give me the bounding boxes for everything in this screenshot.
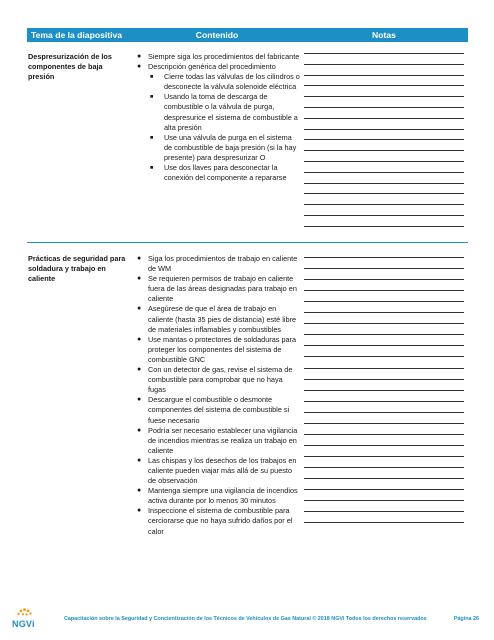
note-line [304, 434, 464, 435]
note-line [304, 345, 464, 346]
bullet-icon: ● [137, 487, 142, 495]
bullet-icon: ● [137, 396, 142, 404]
slide-topic: Despresurización de los componentes de baja presión [28, 52, 112, 82]
slide-topic: Prácticas de seguridad para soldadura y trabajo en caliente [28, 254, 126, 284]
note-line [304, 183, 464, 184]
square-bullet-icon: ■ [150, 94, 154, 101]
page-number: Página 26 [453, 616, 479, 622]
table-row [27, 243, 468, 612]
note-line [304, 139, 464, 140]
list-item: ● Las chispas y los desechos de los trabajos en caliente pueden viajar más allá de su puesto de observación [137, 455, 297, 486]
note-line [304, 215, 464, 216]
list-item: ● Se requieren permisos de trabajo en caliente fuera de las áreas designadas para trabajo en caliente [137, 274, 297, 304]
note-line [304, 96, 464, 97]
note-line [304, 64, 464, 65]
list-item: ● Inspeccione el sistema de combustible para cerciorarse que no haya sufrido daños por el calor [137, 506, 293, 536]
note-line [304, 172, 464, 173]
note-line [304, 423, 464, 424]
bullet-icon: ● [137, 456, 142, 464]
list-item: ● Descargue el combustible o desmonte componentes del sistema de combustible si fuese necesario [137, 395, 290, 425]
note-line [304, 107, 464, 108]
note-line [304, 204, 464, 205]
note-line [304, 401, 464, 402]
note-line [304, 53, 464, 54]
square-bullet-icon: ■ [150, 134, 154, 141]
note-line [304, 301, 464, 302]
note-line [304, 511, 464, 512]
note-line [304, 390, 464, 391]
note-line [304, 456, 464, 457]
list-item: ● Siempre siga los procedimientos del fabricante [137, 52, 300, 61]
sub-list-item: ■ Usando la toma de descarga de combustible o la válvula de purga, despresurice el sistema de combustible a alta presión [150, 92, 298, 132]
note-line [304, 379, 464, 380]
bullet-icon: ● [137, 63, 142, 71]
bullet-icon: ● [137, 507, 142, 515]
ngvi-logo-icon [11, 607, 45, 633]
note-line [304, 226, 464, 227]
note-line [304, 257, 464, 258]
note-line [304, 412, 464, 413]
list-item: ● Descripción genérica del procedimiento ■ Cierre todas las válvulas de los cilindros o desconecte la válvula solenoide eléctrica ■ Usando la toma de descarga de combustible o la válvula de purga, despresurice el sistema de combustible a alta presión ■ Use una válvula de purga en el sistema de combustible de baja presión (si la hay presente) para despresurizar O ■ Use dos llaves para desconectar la conexión del componente a repararse [137, 62, 300, 183]
sub-list-item: ■ Use dos llaves para desconectar la conexión del componente a repararse [150, 163, 287, 183]
table-header [27, 28, 468, 42]
page [27, 28, 468, 612]
note-line [304, 522, 464, 523]
list-item: ● Podría ser necesario establecer una vigilancia de incendios mientras se realiza un trabajo en caliente [137, 425, 298, 455]
bullet-icon: ● [137, 305, 142, 313]
footer [11, 607, 481, 633]
note-line [304, 150, 464, 151]
footer-text: Capacitación sobre la Seguridad y Concientización de los Técnicos de Vehículos de Gas Natural © 2018 NGVi Todos los derechos reservados [64, 616, 427, 622]
header-notes: Notas [372, 30, 396, 40]
note-line [304, 478, 464, 479]
note-line [304, 75, 464, 76]
list-item: ● Siga los procedimientos de trabajo en caliente de WM [137, 254, 298, 274]
note-line [304, 500, 464, 501]
note-line [304, 368, 464, 369]
note-line [304, 268, 464, 269]
header-topic: Tema de la diapositiva [31, 30, 123, 40]
bullet-icon: ● [137, 53, 142, 60]
note-line [304, 193, 464, 194]
note-line [304, 290, 464, 291]
note-line [304, 489, 464, 490]
bullet-icon: ● [137, 255, 142, 262]
list-item: ● Use mantas o protectores de soldaduras para proteger los componentes del sistema de combustible GNC [137, 334, 297, 364]
note-line [304, 312, 464, 313]
note-line [304, 445, 464, 446]
note-line [304, 323, 464, 324]
note-line [304, 161, 464, 162]
bullet-icon: ● [137, 335, 142, 343]
note-line [304, 467, 464, 468]
slide-content [134, 42, 300, 242]
note-line [304, 356, 464, 357]
table-row [27, 42, 468, 243]
list-item: ● Con un detector de gas, revise el sistema de combustible para comprobar que no haya fugas [137, 365, 293, 395]
notes-area[interactable] [300, 254, 468, 612]
sub-list-item: ■ Use una válvula de purga en el sistema de combustible de baja presión (si la hay presente) para despresurizar O [150, 132, 297, 162]
list-item: ● Mantenga siempre una vigilancia de incendios activa durante por lo menos 30 minutos [137, 486, 298, 506]
note-line [304, 334, 464, 335]
slide-content [134, 254, 300, 612]
square-bullet-icon: ■ [150, 165, 154, 172]
note-line [304, 129, 464, 130]
notes-area[interactable] [300, 42, 468, 242]
square-bullet-icon: ■ [150, 74, 154, 81]
logo-text: NGVi [12, 619, 35, 629]
bullet-icon: ● [137, 275, 142, 283]
bullet-icon: ● [137, 366, 142, 374]
list-item: ● Asegúrese de que el área de trabajo en caliente (hasta 35 pies de distancia) esté libre de materiales inflamables y combustibles [137, 304, 297, 334]
note-line [304, 279, 464, 280]
note-line [304, 85, 464, 86]
sub-list-item: ■ Cierre todas las válvulas de los cilindros o desconecte la válvula solenoide eléctrica [150, 72, 300, 92]
header-content: Contenido [195, 30, 239, 40]
note-line [304, 118, 464, 119]
bullet-icon: ● [137, 426, 142, 434]
